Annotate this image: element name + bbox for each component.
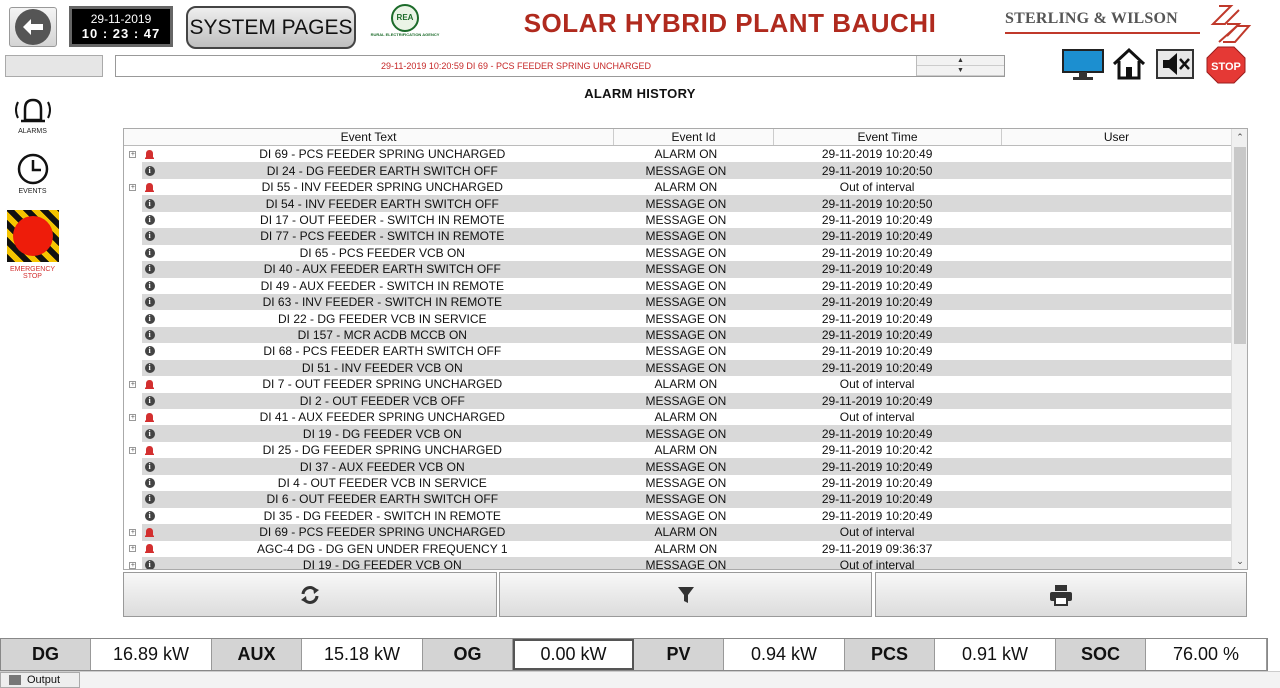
nav-alarms-label: ALARMS <box>18 128 47 135</box>
expand-cell <box>124 491 142 507</box>
info-icon: i <box>142 475 158 491</box>
user-cell <box>990 425 1233 441</box>
expand-cell <box>124 508 142 524</box>
table-row[interactable] <box>124 228 1232 244</box>
alarm-history-grid[interactable] <box>123 128 1248 570</box>
clock-time: 10 : 23 : 47 <box>81 25 161 41</box>
expand-icon[interactable]: + <box>130 446 135 454</box>
event-id-cell: MESSAGE ON <box>607 360 765 376</box>
user-cell <box>990 475 1233 491</box>
table-row[interactable] <box>124 327 1232 343</box>
table-row[interactable] <box>124 179 1232 195</box>
expand-cell <box>124 475 142 491</box>
event-id-cell: MESSAGE ON <box>645 212 727 227</box>
event-time-cell: 29-11-2019 10:20:49 <box>821 278 933 293</box>
user-cell <box>990 343 1233 359</box>
info-icon: i <box>142 327 158 343</box>
table-row[interactable] <box>124 541 1232 557</box>
brand-name: STERLING & WILSON <box>1005 10 1178 27</box>
table-row[interactable] <box>124 524 1232 540</box>
table-row[interactable] <box>124 195 1232 211</box>
user-cell <box>990 162 1233 178</box>
user-cell <box>990 278 1233 294</box>
event-time-cell: 29-11-2019 10:20:49 <box>765 228 990 244</box>
monitor-icon[interactable] <box>1060 47 1106 83</box>
blank-button[interactable] <box>5 55 103 77</box>
event-id-cell: MESSAGE ON <box>645 245 727 260</box>
event-time-cell: 29-11-2019 10:20:49 <box>765 261 990 277</box>
table-row[interactable] <box>124 425 1232 441</box>
event-text-cell: DI 69 - PCS FEEDER SPRING UNCHARGED <box>158 524 608 540</box>
power-label: PCS <box>845 639 935 670</box>
power-label: SOC <box>1056 639 1146 670</box>
table-row[interactable] <box>124 393 1232 409</box>
expand-cell[interactable] <box>124 524 142 540</box>
info-icon: i <box>142 212 158 228</box>
output-tab[interactable] <box>0 672 80 688</box>
event-time-cell: 29-11-2019 10:20:49 <box>821 508 933 523</box>
active-alarm-message: 29-11-2019 10:20:59 DI 69 - PCS FEEDER SPRING UNCHARGED <box>381 61 651 71</box>
event-text-cell: DI 35 - DG FEEDER - SWITCH IN REMOTE <box>263 508 501 523</box>
event-text-cell: DI 65 - PCS FEEDER VCB ON <box>299 245 465 260</box>
clock-icon <box>11 152 55 186</box>
expand-cell <box>124 393 142 409</box>
event-id-cell: ALARM ON <box>607 524 765 540</box>
event-text-cell: DI 51 - INV FEEDER VCB ON <box>158 360 608 376</box>
event-id-cell: MESSAGE ON <box>607 491 765 507</box>
event-time-cell: 29-11-2019 10:20:49 <box>765 425 990 441</box>
power-label: PV <box>634 639 724 670</box>
power-value: 0.00 kW <box>513 639 634 670</box>
event-time-cell: Out of interval <box>839 377 915 392</box>
power-label: DG <box>1 639 91 670</box>
system-pages-button[interactable]: SYSTEM PAGES <box>186 6 356 49</box>
event-time-cell: 29-11-2019 10:20:49 <box>765 393 990 409</box>
event-time-cell: 29-11-2019 10:20:50 <box>765 195 990 211</box>
scroll-up-icon[interactable]: ⌃ <box>1236 132 1244 142</box>
event-id-cell: MESSAGE ON <box>607 228 765 244</box>
event-time-cell: Out of interval <box>765 557 990 570</box>
expand-cell <box>124 310 142 326</box>
expand-cell[interactable] <box>124 179 142 195</box>
user-cell <box>990 360 1233 376</box>
expand-cell <box>124 245 142 261</box>
event-text-cell: DI 157 - MCR ACDB MCCB ON <box>158 327 608 343</box>
event-id-cell: MESSAGE ON <box>607 162 765 178</box>
event-id-cell: MESSAGE ON <box>607 195 765 211</box>
user-cell <box>990 294 1233 310</box>
event-time-cell: 29-11-2019 10:20:49 <box>821 344 933 359</box>
power-label: AUX <box>212 639 302 670</box>
event-id-cell: ALARM ON <box>654 541 718 556</box>
emergency-label-2: STOP <box>23 273 42 280</box>
scroll-down-icon[interactable]: ⌄ <box>1236 556 1244 566</box>
table-row[interactable] <box>124 458 1232 474</box>
brand-mark-icon <box>1205 2 1253 46</box>
event-text-cell: DI 77 - PCS FEEDER - SWITCH IN REMOTE <box>158 228 608 244</box>
back-arrow-icon <box>15 9 51 45</box>
table-row[interactable] <box>124 475 1232 491</box>
expand-cell <box>124 294 142 310</box>
user-cell <box>990 491 1233 507</box>
nav-alarms[interactable] <box>5 96 60 135</box>
event-id-cell: MESSAGE ON <box>645 508 727 523</box>
expand-cell <box>124 195 142 211</box>
event-id-cell: MESSAGE ON <box>645 344 727 359</box>
table-row[interactable] <box>124 491 1232 507</box>
table-row[interactable] <box>124 442 1232 458</box>
info-icon: i <box>142 508 158 524</box>
power-value: 0.94 kW <box>724 639 845 670</box>
expand-icon[interactable]: + <box>130 545 135 553</box>
event-id-cell: ALARM ON <box>654 147 718 162</box>
event-time-cell: Out of interval <box>765 524 990 540</box>
event-text-cell: DI 4 - OUT FEEDER VCB IN SERVICE <box>277 475 487 490</box>
info-icon: i <box>142 393 158 409</box>
nav-events[interactable] <box>5 152 60 195</box>
user-cell <box>990 524 1233 540</box>
user-cell <box>990 310 1233 326</box>
user-cell <box>990 409 1233 425</box>
event-id-cell: MESSAGE ON <box>607 425 765 441</box>
stop-sign-icon[interactable] <box>1205 46 1247 84</box>
user-cell <box>990 228 1233 244</box>
rea-logo <box>365 4 445 50</box>
alarm-bell-icon <box>142 376 158 392</box>
emergency-label-1: EMERGENCY <box>9 266 56 273</box>
event-id-cell: MESSAGE ON <box>645 311 727 326</box>
event-text-cell: DI 6 - OUT FEEDER EARTH SWITCH OFF <box>158 491 608 507</box>
event-time-cell: 29-11-2019 10:20:49 <box>765 360 990 376</box>
table-row[interactable] <box>124 343 1232 359</box>
info-icon: i <box>142 162 158 178</box>
event-id-cell: MESSAGE ON <box>607 458 765 474</box>
expand-icon[interactable]: + <box>130 150 135 158</box>
event-text-cell: DI 25 - DG FEEDER SPRING UNCHARGED <box>262 443 502 458</box>
event-time-cell: 29-11-2019 10:20:49 <box>821 311 933 326</box>
event-text-cell: DI 55 - INV FEEDER SPRING UNCHARGED <box>261 180 503 195</box>
alarm-spinner[interactable] <box>916 56 1004 76</box>
event-id-cell: ALARM ON <box>654 180 718 195</box>
power-value: 0.91 kW <box>935 639 1056 670</box>
sterling-wilson-logo <box>1005 2 1255 46</box>
event-text-cell: DI 19 - DG FEEDER VCB ON <box>158 557 608 570</box>
brand-underline <box>1005 32 1200 34</box>
info-icon: i <box>142 261 158 277</box>
event-text-cell: DI 37 - AUX FEEDER VCB ON <box>158 458 608 474</box>
table-row[interactable] <box>124 278 1232 294</box>
event-id-cell: MESSAGE ON <box>607 261 765 277</box>
user-cell <box>990 195 1233 211</box>
event-text-cell: DI 22 - DG FEEDER VCB IN SERVICE <box>278 311 487 326</box>
expand-icon[interactable]: + <box>130 183 135 191</box>
nav-events-label: EVENTS <box>18 188 47 195</box>
info-icon: i <box>142 294 158 310</box>
event-text-cell: DI 17 - OUT FEEDER - SWITCH IN REMOTE <box>260 212 505 227</box>
event-text-cell: DI 24 - DG FEEDER EARTH SWITCH OFF <box>158 162 608 178</box>
event-time-cell: 29-11-2019 09:36:37 <box>821 541 933 556</box>
grid-header <box>124 129 1232 146</box>
spin-up-icon[interactable]: ▲ <box>917 56 1004 66</box>
expand-icon[interactable]: + <box>130 561 135 569</box>
event-time-cell: 29-11-2019 10:20:42 <box>821 443 933 458</box>
info-icon: i <box>142 458 158 474</box>
filter-icon <box>677 585 695 605</box>
event-time-cell: 29-11-2019 10:20:49 <box>765 294 990 310</box>
event-time-cell: 29-11-2019 10:20:50 <box>765 162 990 178</box>
event-time-cell: 29-11-2019 10:20:49 <box>765 327 990 343</box>
user-cell <box>990 179 1233 195</box>
event-time-cell: Out of interval <box>839 180 915 195</box>
scroll-thumb[interactable] <box>1234 147 1246 344</box>
output-tab-label: Output <box>27 674 61 686</box>
plant-title: SOLAR HYBRID PLANT BAUCHI <box>523 8 937 38</box>
bell-icon <box>11 96 55 126</box>
clock-display <box>69 6 173 47</box>
table-row[interactable] <box>124 376 1232 392</box>
event-id-cell: MESSAGE ON <box>607 294 765 310</box>
col-event-time[interactable]: Event Time <box>774 129 1002 145</box>
user-cell <box>990 327 1233 343</box>
user-cell <box>990 458 1233 474</box>
expand-cell <box>124 261 142 277</box>
table-row[interactable] <box>124 212 1232 228</box>
speaker-mute-icon[interactable] <box>1155 48 1195 80</box>
info-icon: i <box>142 557 158 570</box>
spin-down-icon[interactable]: ▼ <box>917 66 1004 76</box>
table-row[interactable] <box>124 146 1232 162</box>
refresh-button[interactable] <box>123 572 497 617</box>
info-icon: i <box>142 343 158 359</box>
event-time-cell: 29-11-2019 10:20:49 <box>821 475 933 490</box>
expand-cell <box>124 327 142 343</box>
event-id-cell: MESSAGE ON <box>607 327 765 343</box>
page-title: ALARM HISTORY <box>584 86 696 101</box>
alarm-bell-icon <box>142 442 158 458</box>
col-event-id[interactable]: Event Id <box>614 129 774 145</box>
expand-cell[interactable] <box>124 557 142 570</box>
refresh-icon <box>299 585 321 605</box>
event-text-cell: DI 40 - AUX FEEDER EARTH SWITCH OFF <box>158 261 608 277</box>
event-text-cell: DI 2 - OUT FEEDER VCB OFF <box>158 393 608 409</box>
event-id-cell: MESSAGE ON <box>645 278 727 293</box>
expand-cell[interactable] <box>124 146 142 162</box>
alarm-bell-icon <box>142 409 158 425</box>
power-value: 76.00 % <box>1146 639 1267 670</box>
table-row[interactable] <box>124 162 1232 178</box>
user-cell <box>990 146 1233 162</box>
expand-cell <box>124 343 142 359</box>
rea-seal: REA <box>391 4 419 32</box>
event-text-cell: DI 49 - AUX FEEDER - SWITCH IN REMOTE <box>260 278 504 293</box>
expand-cell[interactable] <box>124 541 142 557</box>
alarm-bell-icon <box>142 146 158 162</box>
alarm-bell-icon <box>142 524 158 540</box>
expand-cell <box>124 360 142 376</box>
event-id-cell: ALARM ON <box>654 377 718 392</box>
event-text-cell: DI 63 - INV FEEDER - SWITCH IN REMOTE <box>158 294 608 310</box>
user-cell <box>990 442 1233 458</box>
table-row[interactable] <box>124 360 1232 376</box>
alarm-bell-icon <box>142 541 158 557</box>
table-row[interactable] <box>124 508 1232 524</box>
expand-cell <box>124 425 142 441</box>
emergency-stop-icon <box>7 210 59 262</box>
vertical-scrollbar[interactable] <box>1231 129 1247 569</box>
event-text-cell: AGC-4 DG - DG GEN UNDER FREQUENCY 1 <box>257 541 508 556</box>
expand-cell <box>124 458 142 474</box>
user-cell <box>990 393 1233 409</box>
alarm-bell-icon <box>142 179 158 195</box>
table-row[interactable] <box>124 557 1232 570</box>
table-row[interactable] <box>124 310 1232 326</box>
event-text-cell: DI 69 - PCS FEEDER SPRING UNCHARGED <box>259 147 506 162</box>
expand-cell[interactable] <box>124 376 142 392</box>
event-text-cell: DI 41 - AUX FEEDER SPRING UNCHARGED <box>259 410 505 425</box>
expand-icon[interactable]: + <box>130 380 135 388</box>
power-summary-bar <box>0 638 1268 671</box>
event-text-cell: DI 68 - PCS FEEDER EARTH SWITCH OFF <box>263 344 502 359</box>
info-icon: i <box>142 360 158 376</box>
col-event-text[interactable]: Event Text <box>124 129 614 145</box>
output-icon <box>9 675 21 685</box>
user-cell <box>990 245 1233 261</box>
print-button[interactable] <box>875 572 1247 617</box>
printer-icon <box>1049 584 1073 606</box>
event-id-cell: MESSAGE ON <box>607 557 765 570</box>
user-cell <box>990 376 1233 392</box>
event-time-cell: 29-11-2019 10:20:49 <box>821 212 933 227</box>
event-id-cell: MESSAGE ON <box>645 475 727 490</box>
expand-icon[interactable]: + <box>130 528 135 536</box>
user-cell <box>990 541 1233 557</box>
home-icon[interactable] <box>1110 46 1148 82</box>
power-value: 15.18 kW <box>302 639 423 670</box>
user-cell <box>990 508 1233 524</box>
event-time-cell: 29-11-2019 10:20:49 <box>765 458 990 474</box>
info-icon: i <box>142 491 158 507</box>
col-user[interactable]: User <box>1002 129 1232 145</box>
event-id-cell: ALARM ON <box>654 410 718 425</box>
expand-cell <box>124 228 142 244</box>
user-cell <box>990 261 1233 277</box>
expand-cell[interactable] <box>124 409 142 425</box>
event-time-cell: 29-11-2019 10:20:49 <box>821 245 933 260</box>
expand-icon[interactable]: + <box>130 413 135 421</box>
expand-cell[interactable] <box>124 442 142 458</box>
rea-caption: RURAL ELECTRIFICATION AGENCY <box>370 32 440 37</box>
info-icon: i <box>142 228 158 244</box>
table-row[interactable] <box>124 409 1232 425</box>
clock-date: 29-11-2019 <box>90 12 152 26</box>
info-icon: i <box>142 278 158 294</box>
grid-rows <box>124 146 1232 570</box>
back-button[interactable] <box>9 7 57 47</box>
info-icon: i <box>142 245 158 261</box>
user-cell <box>990 557 1233 570</box>
event-time-cell: Out of interval <box>839 410 915 425</box>
event-id-cell: MESSAGE ON <box>607 393 765 409</box>
expand-cell <box>124 212 142 228</box>
emergency-stop[interactable] <box>5 210 60 280</box>
expand-cell <box>124 162 142 178</box>
event-time-cell: 29-11-2019 10:20:49 <box>821 147 933 162</box>
user-cell <box>990 212 1233 228</box>
active-alarm-strip <box>115 55 1005 77</box>
table-row[interactable] <box>124 261 1232 277</box>
filter-button[interactable] <box>499 572 872 617</box>
info-icon: i <box>142 195 158 211</box>
svg-text:STOP: STOP <box>1211 61 1241 73</box>
table-row[interactable] <box>124 245 1232 261</box>
event-text-cell: DI 54 - INV FEEDER EARTH SWITCH OFF <box>158 195 608 211</box>
table-row[interactable] <box>124 294 1232 310</box>
output-bar <box>0 671 1280 688</box>
power-value: 16.89 kW <box>91 639 212 670</box>
expand-cell <box>124 278 142 294</box>
event-text-cell: DI 19 - DG FEEDER VCB ON <box>158 425 608 441</box>
info-icon: i <box>142 310 158 326</box>
info-icon: i <box>142 425 158 441</box>
event-id-cell: ALARM ON <box>654 443 718 458</box>
event-time-cell: 29-11-2019 10:20:49 <box>765 491 990 507</box>
power-label: OG <box>423 639 513 670</box>
event-text-cell: DI 7 - OUT FEEDER SPRING UNCHARGED <box>262 377 503 392</box>
